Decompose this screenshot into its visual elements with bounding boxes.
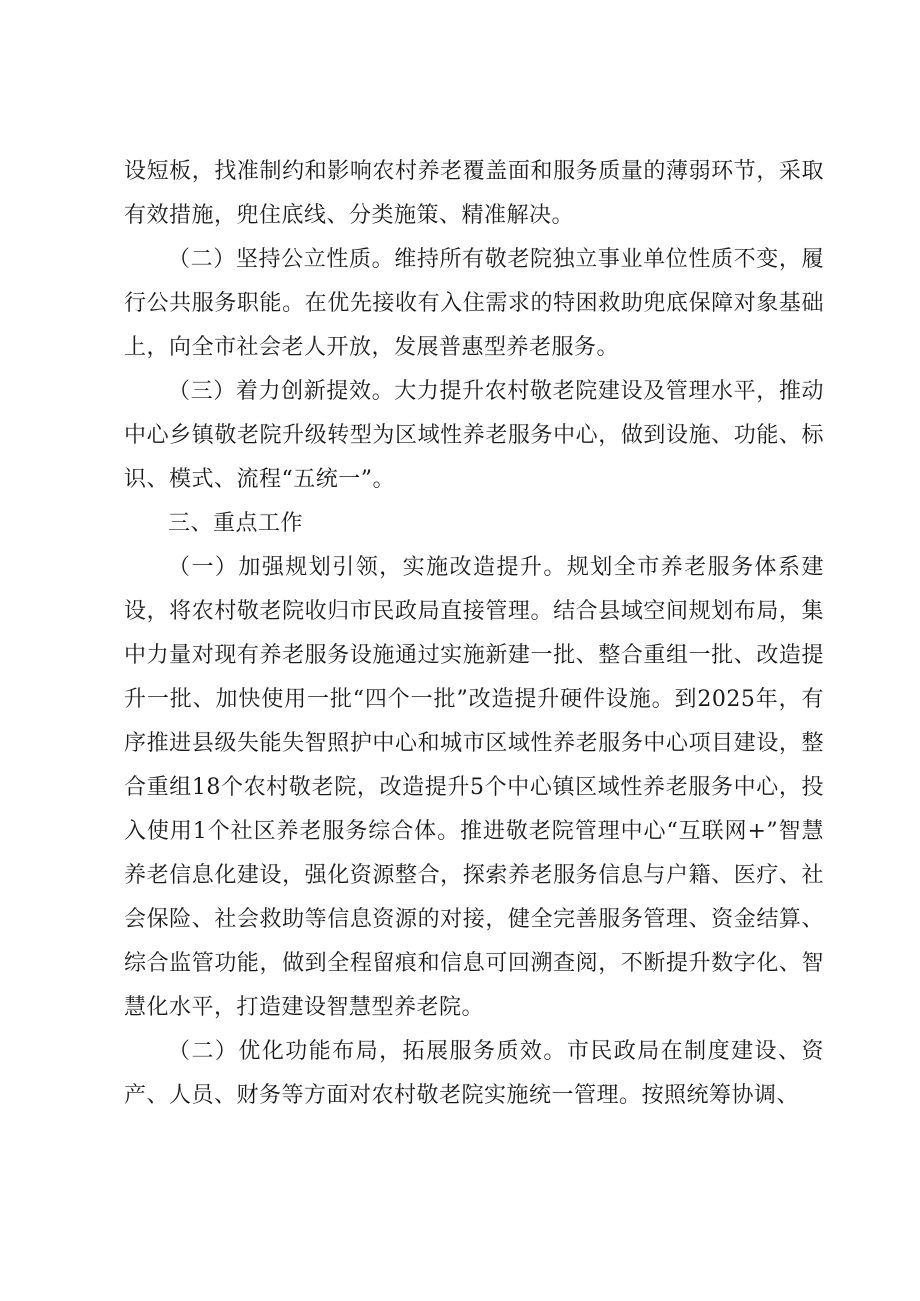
paragraph-planning: （一）加强规划引领，实施改造提升。规划全市养老服务体系建设，将农村敬老院收归市民政局直接管理。结合县域空间规划布局，集中力量对现有养老服务设施通过实施新建一批、整合重组一批、改造提升一批、加快使用一批“四个一批”改造提升硬件设施。到2025年，有序推进县级失能失智照护中心和城市区域性养老服务中心项目建设，整合重组18个农村敬老院，改造提升5个中心镇区域性养老服务中心，投入使用1个社区养老服务综合体。推进敬老院管理中心“互联网+”智慧养老信息化建设，强化资源整合，探索养老服务信息与户籍、医疗、社会保险、社会救助等信息资源的对接，健全完善服务管理、资金结算、综合监管功能，做到全程留痕和信息可回溯查阅，不断提升数字化、智慧化水平，打造建设智慧型养老院。 — [124, 555, 824, 1020]
paragraph-innovation: （三）着力创新提效。大力提升农村敬老院建设及管理水平，推动中心乡镇敬老院升级转型为区域性养老服务中心，做到设施、功能、标识、模式、流程“五统一”。 — [124, 379, 824, 492]
section-heading-key-work: 三、重点工作 — [168, 511, 304, 536]
paragraph-public-nature: （二）坚持公立性质。维持所有敬老院独立事业单位性质不变，履行公共服务职能。在优先接收有入住需求的特困救助兜底保障对象基础上，向全市社会老人开放，发展普惠型养老服务。 — [124, 247, 824, 360]
paragraph-continued-shortboard: 设短板，找准制约和影响农村养老覆盖面和服务质量的薄弱环节，采取有效措施，兜住底线、分类施策、精准解决。 — [124, 159, 824, 228]
paragraph-function-layout: （二）优化功能布局，拓展服务质效。市民政局在制度建设、资产、人员、财务等方面对农村敬老院实施统一管理。按照统筹协调、 — [124, 1039, 824, 1108]
document-body — [124, 150, 824, 1118]
